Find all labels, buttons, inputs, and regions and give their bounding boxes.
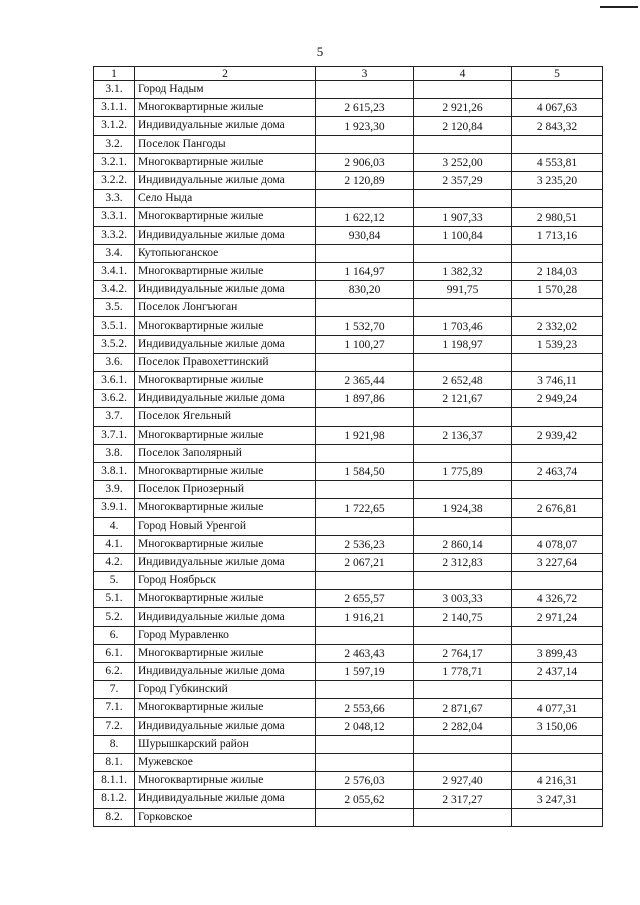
value-cell: 2 615,23 bbox=[316, 99, 414, 117]
row-name-cell: Мужевское bbox=[135, 753, 316, 771]
value-cell: 991,75 bbox=[414, 281, 512, 299]
value-cell: 2 120,84 bbox=[414, 117, 512, 135]
table-row bbox=[94, 499, 603, 517]
row-name-cell: Город Ноябрьск bbox=[135, 572, 316, 590]
value-cell: 2 576,03 bbox=[316, 772, 414, 790]
table-row bbox=[94, 735, 603, 753]
row-name-cell: Город Губкинский bbox=[135, 681, 316, 699]
table-header-row bbox=[94, 67, 603, 81]
row-name-cell: Село Ныда bbox=[135, 190, 316, 208]
value-cell: 2 655,57 bbox=[316, 590, 414, 608]
tariff-table bbox=[93, 66, 603, 827]
table-row bbox=[94, 353, 603, 371]
row-name-cell: Многоквартирные жилые bbox=[135, 208, 316, 226]
row-number-cell: 3.9.1. bbox=[94, 499, 135, 517]
value-cell bbox=[512, 626, 603, 644]
row-number-cell: 3.1.2. bbox=[94, 117, 135, 135]
value-cell: 2 437,14 bbox=[512, 663, 603, 681]
value-cell bbox=[512, 681, 603, 699]
value-cell: 1 924,38 bbox=[414, 499, 512, 517]
value-cell: 2 553,66 bbox=[316, 699, 414, 717]
table-row bbox=[94, 317, 603, 335]
row-name-cell: Многоквартирные жилые bbox=[135, 426, 316, 444]
row-name-cell: Индивидуальные жилые дома bbox=[135, 117, 316, 135]
row-number-cell: 6.2. bbox=[94, 663, 135, 681]
row-name-cell: Город Муравленко bbox=[135, 626, 316, 644]
row-name-cell: Индивидуальные жилые дома bbox=[135, 335, 316, 353]
header-cell: 2 bbox=[135, 67, 316, 81]
row-name-cell: Многоквартирные жилые bbox=[135, 99, 316, 117]
value-cell: 1 198,97 bbox=[414, 335, 512, 353]
row-number-cell: 7. bbox=[94, 681, 135, 699]
header-cell: 1 bbox=[94, 67, 135, 81]
value-cell bbox=[316, 444, 414, 462]
value-cell bbox=[512, 408, 603, 426]
value-cell: 2 980,51 bbox=[512, 208, 603, 226]
row-name-cell: Многоквартирные жилые bbox=[135, 262, 316, 280]
value-cell: 1 622,12 bbox=[316, 208, 414, 226]
row-number-cell: 4.2. bbox=[94, 553, 135, 571]
value-cell bbox=[512, 353, 603, 371]
table-row bbox=[94, 590, 603, 608]
value-cell: 1 907,33 bbox=[414, 208, 512, 226]
value-cell bbox=[414, 190, 512, 208]
value-cell: 2 365,44 bbox=[316, 372, 414, 390]
table-row bbox=[94, 553, 603, 571]
value-cell: 1 100,84 bbox=[414, 226, 512, 244]
value-cell bbox=[414, 808, 512, 826]
value-cell: 2 764,17 bbox=[414, 644, 512, 662]
value-cell: 1 916,21 bbox=[316, 608, 414, 626]
row-name-cell: Кутопьюганское bbox=[135, 244, 316, 262]
row-name-cell: Город Надым bbox=[135, 81, 316, 99]
row-number-cell: 3.6. bbox=[94, 353, 135, 371]
row-number-cell: 3.4. bbox=[94, 244, 135, 262]
table-row bbox=[94, 99, 603, 117]
value-cell: 2 048,12 bbox=[316, 717, 414, 735]
value-cell: 2 136,37 bbox=[414, 426, 512, 444]
value-cell: 2 939,42 bbox=[512, 426, 603, 444]
value-cell bbox=[414, 408, 512, 426]
value-cell bbox=[316, 572, 414, 590]
table-row bbox=[94, 81, 603, 99]
value-cell: 2 860,14 bbox=[414, 535, 512, 553]
value-cell bbox=[512, 481, 603, 499]
value-cell: 1 778,71 bbox=[414, 663, 512, 681]
row-number-cell: 3.2.2. bbox=[94, 171, 135, 189]
value-cell bbox=[414, 299, 512, 317]
row-name-cell: Многоквартирные жилые bbox=[135, 372, 316, 390]
value-cell: 2 906,03 bbox=[316, 153, 414, 171]
table-row bbox=[94, 753, 603, 771]
row-number-cell: 6.1. bbox=[94, 644, 135, 662]
row-number-cell: 7.1. bbox=[94, 699, 135, 717]
value-cell: 2 317,27 bbox=[414, 790, 512, 808]
row-number-cell: 5. bbox=[94, 572, 135, 590]
value-cell: 930,84 bbox=[316, 226, 414, 244]
row-name-cell: Многоквартирные жилые bbox=[135, 772, 316, 790]
value-cell: 1 539,23 bbox=[512, 335, 603, 353]
row-name-cell: Индивидуальные жилые дома bbox=[135, 608, 316, 626]
row-number-cell: 4.1. bbox=[94, 535, 135, 553]
row-name-cell: Индивидуальные жилые дома bbox=[135, 171, 316, 189]
row-number-cell: 3.1.1. bbox=[94, 99, 135, 117]
row-name-cell: Индивидуальные жилые дома bbox=[135, 390, 316, 408]
value-cell: 2 971,24 bbox=[512, 608, 603, 626]
row-number-cell: 3.1. bbox=[94, 81, 135, 99]
header-cell: 5 bbox=[512, 67, 603, 81]
value-cell bbox=[512, 299, 603, 317]
value-cell: 4 553,81 bbox=[512, 153, 603, 171]
value-cell: 2 312,83 bbox=[414, 553, 512, 571]
row-number-cell: 5.1. bbox=[94, 590, 135, 608]
value-cell: 2 067,21 bbox=[316, 553, 414, 571]
value-cell bbox=[414, 735, 512, 753]
table-row bbox=[94, 717, 603, 735]
table-row bbox=[94, 135, 603, 153]
value-cell: 2 536,23 bbox=[316, 535, 414, 553]
value-cell: 3 235,20 bbox=[512, 171, 603, 189]
row-number-cell: 3.4.2. bbox=[94, 281, 135, 299]
value-cell bbox=[512, 735, 603, 753]
table-row bbox=[94, 281, 603, 299]
table-row bbox=[94, 808, 603, 826]
row-name-cell: Многоквартирные жилые bbox=[135, 590, 316, 608]
row-number-cell: 3.5.1. bbox=[94, 317, 135, 335]
value-cell: 1 921,98 bbox=[316, 426, 414, 444]
value-cell: 2 871,67 bbox=[414, 699, 512, 717]
row-number-cell: 3.6.2. bbox=[94, 390, 135, 408]
value-cell: 3 899,43 bbox=[512, 644, 603, 662]
top-edge-mark bbox=[600, 6, 638, 8]
value-cell: 1 100,27 bbox=[316, 335, 414, 353]
table-row bbox=[94, 481, 603, 499]
table-row bbox=[94, 772, 603, 790]
value-cell bbox=[414, 353, 512, 371]
value-cell: 1 722,65 bbox=[316, 499, 414, 517]
row-number-cell: 6. bbox=[94, 626, 135, 644]
value-cell bbox=[316, 517, 414, 535]
value-cell bbox=[316, 190, 414, 208]
value-cell: 1 532,70 bbox=[316, 317, 414, 335]
row-name-cell: Горковское bbox=[135, 808, 316, 826]
value-cell: 3 247,31 bbox=[512, 790, 603, 808]
table-row bbox=[94, 572, 603, 590]
table-row bbox=[94, 153, 603, 171]
row-number-cell: 3.3.1. bbox=[94, 208, 135, 226]
table-row bbox=[94, 335, 603, 353]
value-cell: 1 584,50 bbox=[316, 462, 414, 480]
row-name-cell: Многоквартирные жилые bbox=[135, 499, 316, 517]
table-row bbox=[94, 299, 603, 317]
table-row bbox=[94, 626, 603, 644]
value-cell: 2 652,48 bbox=[414, 372, 512, 390]
value-cell bbox=[414, 444, 512, 462]
row-name-cell: Индивидуальные жилые дома bbox=[135, 226, 316, 244]
row-name-cell: Многоквартирные жилые bbox=[135, 644, 316, 662]
value-cell bbox=[316, 808, 414, 826]
value-cell bbox=[414, 753, 512, 771]
table-row bbox=[94, 262, 603, 280]
table-row bbox=[94, 699, 603, 717]
value-cell: 1 570,28 bbox=[512, 281, 603, 299]
value-cell: 2 949,24 bbox=[512, 390, 603, 408]
table-row bbox=[94, 208, 603, 226]
value-cell bbox=[316, 681, 414, 699]
row-number-cell: 3.8. bbox=[94, 444, 135, 462]
row-number-cell: 3.5. bbox=[94, 299, 135, 317]
table-row bbox=[94, 790, 603, 808]
value-cell bbox=[316, 408, 414, 426]
row-number-cell: 8.1.1. bbox=[94, 772, 135, 790]
value-cell: 2 357,29 bbox=[414, 171, 512, 189]
value-cell: 2 282,04 bbox=[414, 717, 512, 735]
table-row bbox=[94, 535, 603, 553]
row-number-cell: 3.7. bbox=[94, 408, 135, 426]
value-cell: 830,20 bbox=[316, 281, 414, 299]
value-cell bbox=[414, 481, 512, 499]
value-cell bbox=[316, 753, 414, 771]
value-cell bbox=[414, 517, 512, 535]
table-row bbox=[94, 244, 603, 262]
value-cell bbox=[316, 481, 414, 499]
header-cell: 4 bbox=[414, 67, 512, 81]
row-number-cell: 3.3. bbox=[94, 190, 135, 208]
value-cell: 3 003,33 bbox=[414, 590, 512, 608]
row-name-cell: Поселок Правохеттинский bbox=[135, 353, 316, 371]
value-cell: 2 332,02 bbox=[512, 317, 603, 335]
value-cell: 1 703,46 bbox=[414, 317, 512, 335]
value-cell bbox=[316, 244, 414, 262]
row-number-cell: 3.2. bbox=[94, 135, 135, 153]
row-number-cell: 3.5.2. bbox=[94, 335, 135, 353]
row-number-cell: 3.6.1. bbox=[94, 372, 135, 390]
page-number: 5 bbox=[316, 44, 324, 59]
table-row bbox=[94, 681, 603, 699]
value-cell: 2 120,89 bbox=[316, 171, 414, 189]
row-number-cell: 8.1.2. bbox=[94, 790, 135, 808]
row-number-cell: 3.9. bbox=[94, 481, 135, 499]
table-row bbox=[94, 390, 603, 408]
value-cell bbox=[414, 244, 512, 262]
value-cell bbox=[316, 135, 414, 153]
value-cell: 2 676,81 bbox=[512, 499, 603, 517]
value-cell: 1 597,19 bbox=[316, 663, 414, 681]
value-cell: 2 121,67 bbox=[414, 390, 512, 408]
value-cell bbox=[512, 190, 603, 208]
row-number-cell: 3.2.1. bbox=[94, 153, 135, 171]
row-name-cell: Индивидуальные жилые дома bbox=[135, 281, 316, 299]
table-body bbox=[94, 81, 603, 827]
value-cell bbox=[414, 135, 512, 153]
value-cell: 1 713,16 bbox=[512, 226, 603, 244]
row-name-cell: Многоквартирные жилые bbox=[135, 535, 316, 553]
value-cell: 2 140,75 bbox=[414, 608, 512, 626]
row-name-cell: Индивидуальные жилые дома bbox=[135, 663, 316, 681]
row-name-cell: Многоквартирные жилые bbox=[135, 317, 316, 335]
value-cell bbox=[414, 81, 512, 99]
row-name-cell: Поселок Лонгъюган bbox=[135, 299, 316, 317]
value-cell bbox=[316, 735, 414, 753]
value-cell bbox=[512, 135, 603, 153]
row-number-cell: 7.2. bbox=[94, 717, 135, 735]
row-number-cell: 3.4.1. bbox=[94, 262, 135, 280]
value-cell: 2 921,26 bbox=[414, 99, 512, 117]
header-cell: 3 bbox=[316, 67, 414, 81]
row-name-cell: Индивидуальные жилые дома bbox=[135, 717, 316, 735]
table-row bbox=[94, 462, 603, 480]
row-number-cell: 3.7.1. bbox=[94, 426, 135, 444]
value-cell: 1 923,30 bbox=[316, 117, 414, 135]
value-cell: 1 164,97 bbox=[316, 262, 414, 280]
value-cell bbox=[316, 299, 414, 317]
value-cell: 1 897,86 bbox=[316, 390, 414, 408]
table-row bbox=[94, 608, 603, 626]
value-cell bbox=[512, 572, 603, 590]
value-cell bbox=[512, 81, 603, 99]
table-row bbox=[94, 663, 603, 681]
row-number-cell: 8.1. bbox=[94, 753, 135, 771]
table-row bbox=[94, 408, 603, 426]
table-row bbox=[94, 426, 603, 444]
value-cell bbox=[414, 681, 512, 699]
value-cell: 1 382,32 bbox=[414, 262, 512, 280]
value-cell: 1 775,89 bbox=[414, 462, 512, 480]
table-row bbox=[94, 117, 603, 135]
value-cell bbox=[414, 626, 512, 644]
value-cell bbox=[316, 353, 414, 371]
row-name-cell: Многоквартирные жилые bbox=[135, 153, 316, 171]
value-cell: 2 843,32 bbox=[512, 117, 603, 135]
row-number-cell: 3.3.2. bbox=[94, 226, 135, 244]
row-name-cell: Город Новый Уренгой bbox=[135, 517, 316, 535]
value-cell: 4 067,63 bbox=[512, 99, 603, 117]
value-cell: 4 216,31 bbox=[512, 772, 603, 790]
row-number-cell: 8. bbox=[94, 735, 135, 753]
row-name-cell: Многоквартирные жилые bbox=[135, 699, 316, 717]
value-cell: 2 927,40 bbox=[414, 772, 512, 790]
table-row bbox=[94, 372, 603, 390]
table-row bbox=[94, 644, 603, 662]
value-cell bbox=[316, 81, 414, 99]
row-name-cell: Шурышкарский район bbox=[135, 735, 316, 753]
row-number-cell: 5.2. bbox=[94, 608, 135, 626]
row-name-cell: Индивидуальные жилые дома bbox=[135, 553, 316, 571]
row-name-cell: Поселок Пангоды bbox=[135, 135, 316, 153]
row-name-cell: Поселок Ягельный bbox=[135, 408, 316, 426]
value-cell bbox=[512, 753, 603, 771]
value-cell bbox=[316, 626, 414, 644]
table-row bbox=[94, 171, 603, 189]
value-cell: 3 150,06 bbox=[512, 717, 603, 735]
value-cell: 3 252,00 bbox=[414, 153, 512, 171]
table-row bbox=[94, 517, 603, 535]
value-cell: 2 463,74 bbox=[512, 462, 603, 480]
row-number-cell: 4. bbox=[94, 517, 135, 535]
row-name-cell: Поселок Заполярный bbox=[135, 444, 316, 462]
row-name-cell: Поселок Приозерный bbox=[135, 481, 316, 499]
value-cell: 3 227,64 bbox=[512, 553, 603, 571]
value-cell bbox=[512, 808, 603, 826]
value-cell bbox=[512, 244, 603, 262]
value-cell bbox=[414, 572, 512, 590]
value-cell: 2 184,03 bbox=[512, 262, 603, 280]
value-cell: 2 463,43 bbox=[316, 644, 414, 662]
row-name-cell: Индивидуальные жилые дома bbox=[135, 790, 316, 808]
value-cell: 2 055,62 bbox=[316, 790, 414, 808]
table-row bbox=[94, 190, 603, 208]
value-cell: 4 078,07 bbox=[512, 535, 603, 553]
value-cell: 4 077,31 bbox=[512, 699, 603, 717]
row-number-cell: 8.2. bbox=[94, 808, 135, 826]
table-row bbox=[94, 444, 603, 462]
table-row bbox=[94, 226, 603, 244]
value-cell bbox=[512, 517, 603, 535]
value-cell bbox=[512, 444, 603, 462]
value-cell: 4 326,72 bbox=[512, 590, 603, 608]
row-number-cell: 3.8.1. bbox=[94, 462, 135, 480]
row-name-cell: Многоквартирные жилые bbox=[135, 462, 316, 480]
value-cell: 3 746,11 bbox=[512, 372, 603, 390]
